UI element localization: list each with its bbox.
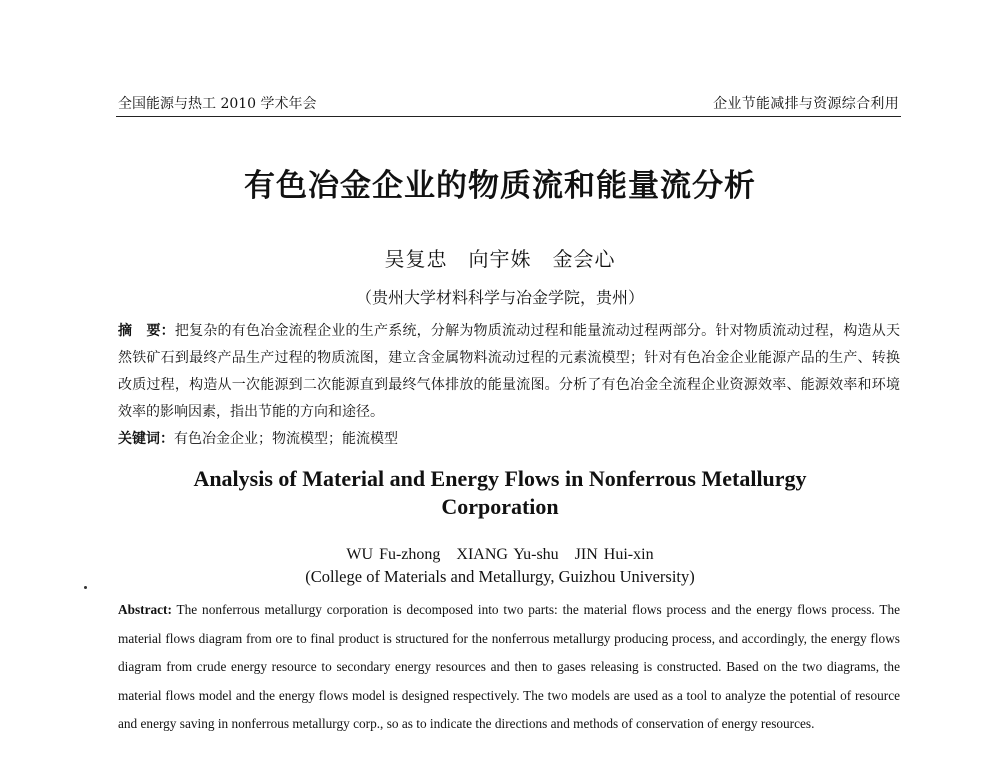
chinese-keywords-label: 关键词：	[118, 431, 174, 447]
chinese-abstract-text: 把复杂的有色冶金流程企业的生产系统，分解为物质流动过程和能量流动过程两部分。针对物质流动过程，构造从天然铁矿石到最终产品生产过程的物质流图，建立含金属物料流动过程的元素流模型；针对有色冶金企业能源产品的生产、转换改质过程，构造从一次能源到二次能源直到最终气体排放的能量流图。分析了有色冶金全流程企业资源效率、能源效率和环境效率的影响因素，指出节能的方向和途径。	[118, 323, 900, 420]
english-affiliation: (College of Materials and Metallurgy, Guizhou University)	[305, 567, 695, 586]
header-section: 企业节能减排与资源综合利用	[713, 96, 899, 112]
english-title-line-2: Corporation	[441, 494, 559, 519]
english-authors: WU Fu-zhong XIANG Yu-shu JIN Hui-xin	[346, 546, 654, 563]
chinese-title: 有色冶金企业的物质流和能量流分析	[244, 168, 756, 204]
chinese-abstract	[118, 318, 900, 426]
chinese-affiliation: （贵州大学材料科学与冶金学院，贵州）	[355, 288, 644, 307]
chinese-abstract-label: 摘 要：	[118, 323, 175, 339]
english-title-line-1: Analysis of Material and Energy Flows in Nonferrous Metallurgy	[193, 466, 807, 491]
english-abstract-text: The nonferrous metallurgy corporation is decomposed into two parts: the material flows process and the energy flows process. The material flows diagram from ore to final product is structured for the nonferrous metallurgy producing process, and accordingly, the energy flows diagram from crude energy resource to secondary energy resources and then to gases releasing is constructed. Based on the two diagrams, the material flows model and the energy flows model is designed respectively. The two models are used as a tool to analyze the potential of resource and energy saving in nonferrous metallurgy corp., so as to indicate the directions and methods of conservation of energy resources.	[118, 602, 900, 731]
chinese-keywords	[118, 426, 900, 453]
chinese-authors: 吴复忠 向宇姝 金会心	[384, 247, 616, 271]
chinese-keywords-text: 有色冶金企业；物流模型；能流模型	[174, 431, 398, 447]
header-conference: 全国能源与热工 2010 学术年会	[118, 96, 317, 112]
running-header	[116, 94, 901, 117]
english-abstract-label: Abstract:	[118, 602, 172, 617]
english-abstract	[118, 596, 900, 739]
english-title	[0, 465, 1000, 521]
